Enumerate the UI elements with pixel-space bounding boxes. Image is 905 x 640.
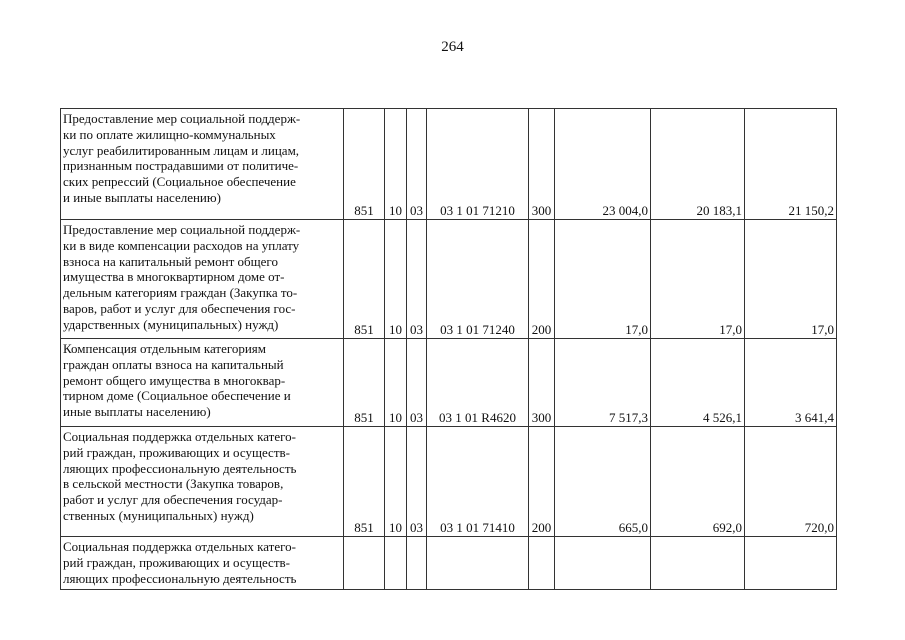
description-line: ки в виде компенсации расходов на уплату [63,237,300,253]
description-line: в сельской местности (Закупка товаров, [63,476,284,492]
expense-description [61,427,344,537]
description-line: Предоставление мер социальной поддерж- [63,111,301,126]
amount-year-1: 7 517,3 [555,339,651,427]
ved-code: 851 [344,339,385,427]
description-line: ремонт общего имущества в многоквар- [63,372,286,388]
amount-year-3: 21 150,2 [745,109,837,220]
amount-year-3: 3 641,4 [745,339,837,427]
ved-code: 851 [344,220,385,339]
section-code: 10 [385,339,407,427]
description-line: рий граждан, проживающих и осуществ- [63,444,290,460]
description-line: граждан оплаты взноса на капитальный [63,356,284,372]
description-line: взноса на капитальный ремонт общего [63,253,278,269]
description-line: услуг реабилитированным лицам и лицам, [63,142,300,158]
subsection-code: 03 [407,109,427,220]
amount-year-2: 692,0 [651,427,745,537]
target-article-code: 03 1 01 71210 [427,109,529,220]
table-row [61,537,837,590]
expense-type-code [529,537,555,590]
description-line: дельным категориям граждан (Закупка то- [63,285,298,301]
amount-year-3: 17,0 [745,220,837,339]
subsection-code [407,537,427,590]
expense-description [61,537,344,590]
amount-year-1: 17,0 [555,220,651,339]
description-line: ляющих профессиональную деятельность [63,570,297,586]
description-line: ственных (муниципальных) нужд) [63,507,254,523]
description-line: ударственных (муниципальных) нужд) [63,316,279,332]
subsection-code: 03 [407,427,427,537]
budget-table [60,108,837,590]
table-row [61,220,837,339]
description-line: Социальная поддержка отдельных катего- [63,539,296,554]
description-line: тирном доме (Социальное обеспечение и [63,388,291,404]
description-line: признанным пострадавшими от политиче- [63,158,299,174]
description-line: Компенсация отдельным категориям [63,341,267,356]
description-line: рий граждан, проживающих и осуществ- [63,554,290,570]
description-line: работ и услуг для обеспечения государ- [63,492,283,508]
table-row [61,339,837,427]
expense-type-code: 300 [529,339,555,427]
amount-year-2: 4 526,1 [651,339,745,427]
ved-code [344,537,385,590]
amount-year-1: 23 004,0 [555,109,651,220]
section-code: 10 [385,427,407,537]
description-line: Предоставление мер социальной поддерж- [63,222,301,237]
target-article-code: 03 1 01 71240 [427,220,529,339]
amount-year-2 [651,537,745,590]
amount-year-2: 20 183,1 [651,109,745,220]
subsection-code: 03 [407,339,427,427]
table-row [61,427,837,537]
ved-code: 851 [344,109,385,220]
description-line: ки по оплате жилищно-коммунальных [63,126,276,142]
table-body [61,109,837,590]
description-line: имущества в многоквартирном доме от- [63,269,285,285]
page-number: 264 [441,39,464,55]
subsection-code: 03 [407,220,427,339]
expense-type-code: 200 [529,427,555,537]
expense-type-code: 300 [529,109,555,220]
amount-year-1 [555,537,651,590]
target-article-code: 03 1 01 71410 [427,427,529,537]
target-article-code: 03 1 01 R4620 [427,339,529,427]
expense-type-code: 200 [529,220,555,339]
expense-description [61,220,344,339]
expense-description [61,339,344,427]
amount-year-2: 17,0 [651,220,745,339]
table-row [61,109,837,220]
amount-year-3 [745,537,837,590]
section-code: 10 [385,220,407,339]
ved-code: 851 [344,427,385,537]
description-line: иные выплаты населению) [63,404,211,420]
description-line: ских репрессий (Социальное обеспечение [63,174,296,190]
description-line: варов, работ и услуг для обеспечения гос- [63,300,296,316]
amount-year-3: 720,0 [745,427,837,537]
expense-description [61,109,344,220]
description-line: Социальная поддержка отдельных катего- [63,429,296,444]
description-line: и иные выплаты населению) [63,189,221,205]
description-line: ляющих профессиональную деятельность [63,460,297,476]
amount-year-1: 665,0 [555,427,651,537]
section-code [385,537,407,590]
target-article-code [427,537,529,590]
section-code: 10 [385,109,407,220]
